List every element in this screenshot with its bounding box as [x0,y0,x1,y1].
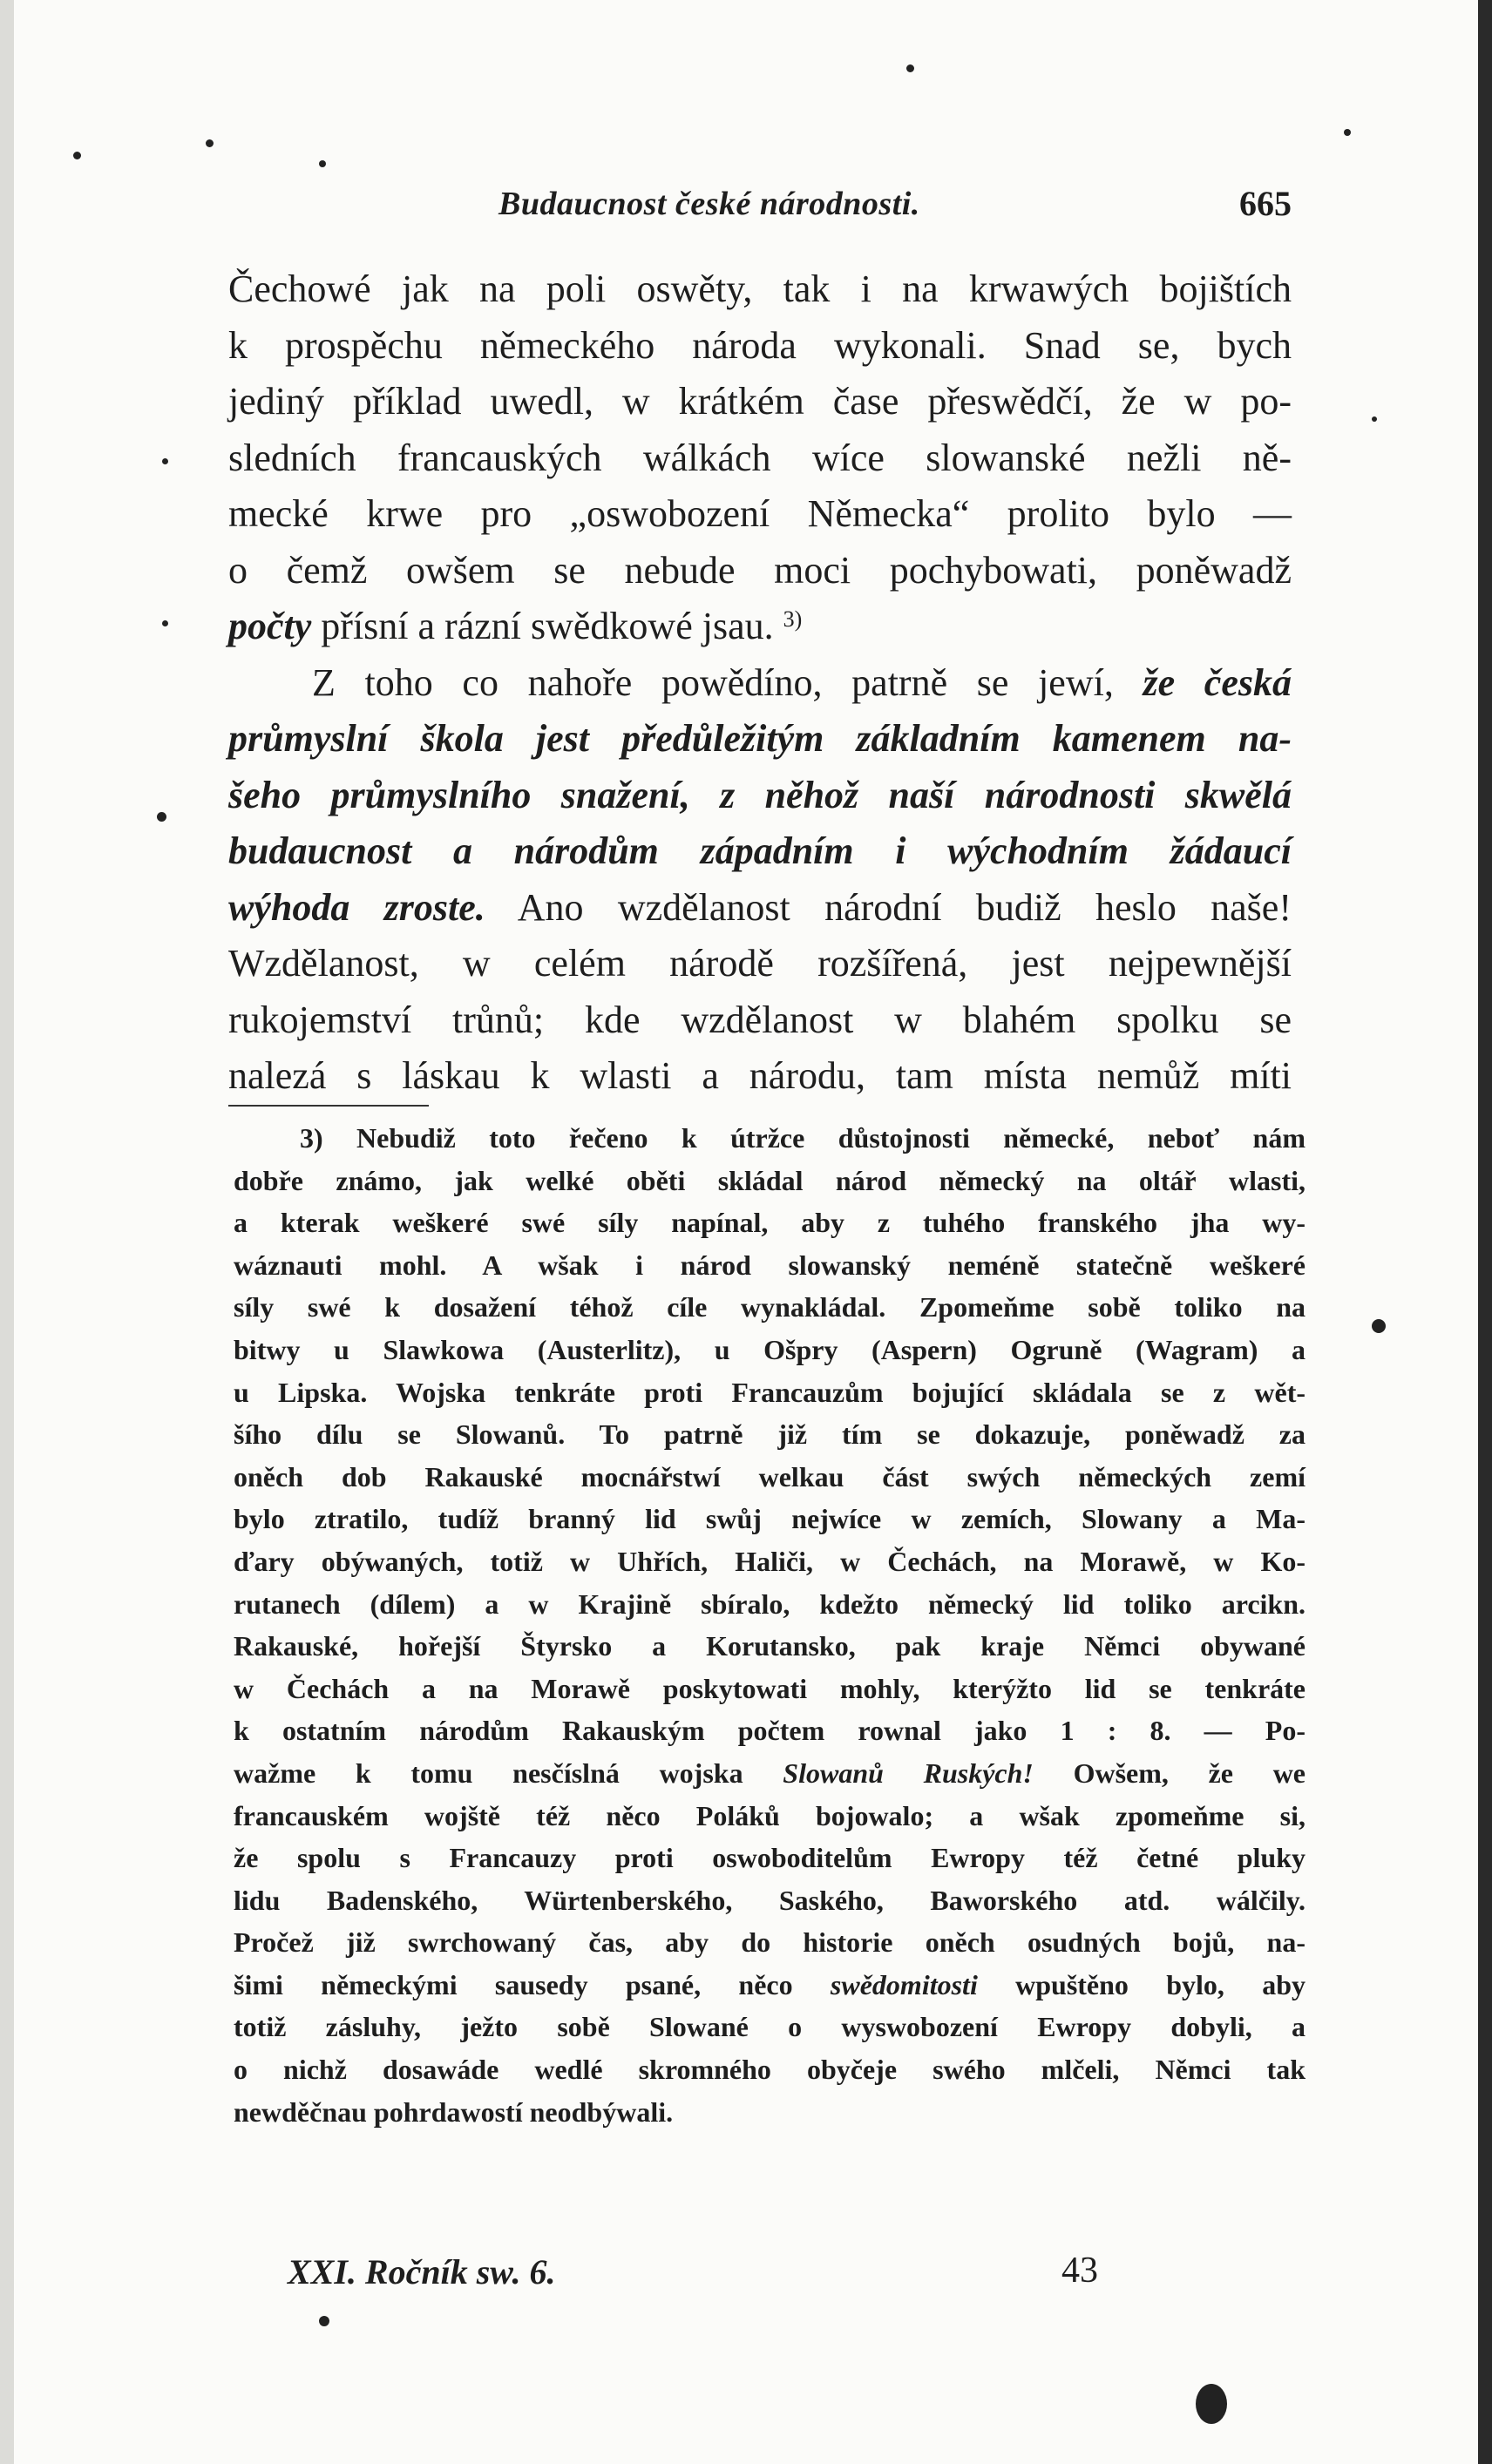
footnote-3 [234,1117,1306,2133]
text-line: Wzdělanost, w celém národě rozšířená, jest nejpewnější [228,942,1292,985]
footnote-line: Rakauské, hořejší Štyrsko a Korutansko, pak kraje Němci obywané [234,1630,1306,1662]
emphasis: Slowanů Ruských! [783,1757,1034,1789]
footnote-line: newděčnau pohrdawostí neodbýwali. [234,2095,674,2128]
footnote-line: a kterak weškeré swé síly napínal, aby z tuhého franského jha wy- [234,1207,1306,1239]
text-run: wažme k tomu nesčíslná wojska [234,1757,783,1789]
footnote-line: francauském wojště též něco Poláků bojowalo; a wšak zpomeňme si, [234,1799,1306,1831]
scan-speck [162,458,168,464]
text-run: Owšem, že we [1033,1757,1306,1789]
footnote-line: bylo ztratilo, tudíž branný lid swůj nejwíce w zemích, Slowany a Ma- [234,1503,1306,1535]
text-line: jediný příklad uwedl, w krátkém čase přeswědčí, že w po- [228,380,1292,423]
footnote-line: o nichž dosawáde wedlé skromného obyčeje swého mlčeli, Němci tak [234,2054,1306,2086]
footnote-line: síly swé k dosažení téhož cíle wynakládal. Zpomeňme sobě toliko na [234,1291,1306,1323]
emphasis: že česká [1143,660,1292,704]
emphasis: wýhoda zroste. [228,885,485,929]
text-run: šimi německými sausedy psané, něco [234,1968,831,2000]
scan-speck [319,160,326,167]
scan-speck [206,139,214,147]
main-text [228,261,1292,1105]
text-line: k prospěchu německého národa wykonali. Snad se, bych [228,323,1292,367]
text-line [228,655,1292,712]
footnote-line: bitwy u Slawkowa (Austerlitz), u Ošpry (Aspern) Ogruně (Wagram) a [234,1333,1306,1365]
footnote-line: wáznauti mohl. A wšak i národ slowanský neméně statečně weškeré [234,1249,1306,1281]
page-number: 665 [1239,184,1292,223]
footnote-line: rutanech (dílem) a w Krajině sbíralo, kdežto německý lid toliko arcikn. [234,1587,1306,1620]
scan-speck [157,812,166,822]
sheet-number: 43 [1061,2251,1098,2291]
text-line: o čemž owšem se nebude moci pochybowati, poněwadž [228,548,1292,592]
text-line: budaucnost a národům západním i wýchodním žádaucí [228,829,1292,872]
footnote-line: lidu Badenského, Würtenberského, Saského, Baworského atd. wálčily. [234,1884,1306,1916]
text-line: rukojemství trůnů; kde wzdělanost w blahém spolku se [228,998,1292,1041]
footnote-line: že spolu s Francauzy proti oswoboditelům Ewropy též četné pluky [234,1842,1306,1874]
footnote-line: oněch dob Rakauské mocnářstwí welkau část swých německých zemí [234,1460,1306,1493]
text-line: průmyslní škola jest předůležitým základním kamenem na- [228,717,1292,760]
footnote-line [234,1964,1306,2007]
paragraph-1 [228,261,1292,655]
running-title: Budaucnost české národnosti. [498,186,920,222]
scan-speck [73,152,81,159]
text-line [228,599,1292,655]
footnote-line: 3) Nebudiž toto řečeno k útržce důstojnosti německé, neboť nám [300,1122,1306,1154]
footnote-line: dobře známo, jak welké oběti skládal národ německý na oltář wlasti, [234,1164,1306,1196]
scan-speck [1344,129,1351,136]
text-run: Ano wzdělanost národní budiž heslo naše! [485,885,1292,929]
running-header [228,179,1292,232]
text-run: přísní a rázní swědkowé jsau. [311,605,783,647]
footnote-line: šího dílu se Slowanů. To patrně již tím se dokazuje, poněwadž za [234,1418,1306,1451]
footnote-line: totiž zásluhy, ježto sobě Slowané o wyswobození Ewropy dobyli, a [234,2011,1306,2043]
text-line [228,880,1292,937]
footnote-line: w Čechách a na Morawě poskytowati mohly, kterýžto lid se tenkráte [234,1672,1306,1704]
scan-speck [906,64,914,72]
scan-speck [319,2316,329,2326]
page-right-edge [1478,0,1492,2464]
text-line: Čechowé jak na poli oswěty, tak i na krwawých bojištích [228,267,1292,310]
footnote-line: Pročež již swrchowaný čas, aby do historie oněch osudných bojů, na- [234,1926,1306,1959]
text-run: Z toho co nahoře powědíno, patrně se jewí, [312,660,1143,704]
text-line: mecké krwe pro „oswobození Německa“ prolito bylo — [228,492,1292,535]
scan-speck [1372,416,1377,422]
text-line: šeho průmyslního snažení, z něhož naší národnosti skwělá [228,773,1292,816]
scan-speck [1196,2384,1227,2424]
footnote-line: ďary obýwaných, totiž w Uhřích, Haliči, w Čechách, na Morawě, w Ko- [234,1545,1306,1577]
footnote-line: k ostatním národům Rakauským počtem rownal jako 1 : 8. — Po- [234,1715,1306,1747]
footnote-separator [228,1105,429,1107]
printer-signature: XXI. Ročník sw. 6. [288,2252,556,2291]
footnote-line [234,1752,1306,1795]
text-line: nalezá s láskau k wlasti a národu, tam místa nemůž míti [228,1054,1292,1097]
page-left-edge [0,0,14,2464]
text-line: sledních francauských wálkách wíce slowanské nežli ně- [228,436,1292,479]
footnote-line: u Lipska. Wojska tenkráte proti Francauzům bojující skládala se z wět- [234,1376,1306,1408]
emphasis: swědomitosti [830,1968,978,2000]
text-run: wpuštěno bylo, aby [977,1968,1306,2000]
scan-speck [1372,1319,1386,1333]
scan-speck [162,620,168,626]
paragraph-2 [228,655,1292,1105]
footnote-ref: 3) [783,606,803,632]
emphasis: počty [228,605,312,647]
